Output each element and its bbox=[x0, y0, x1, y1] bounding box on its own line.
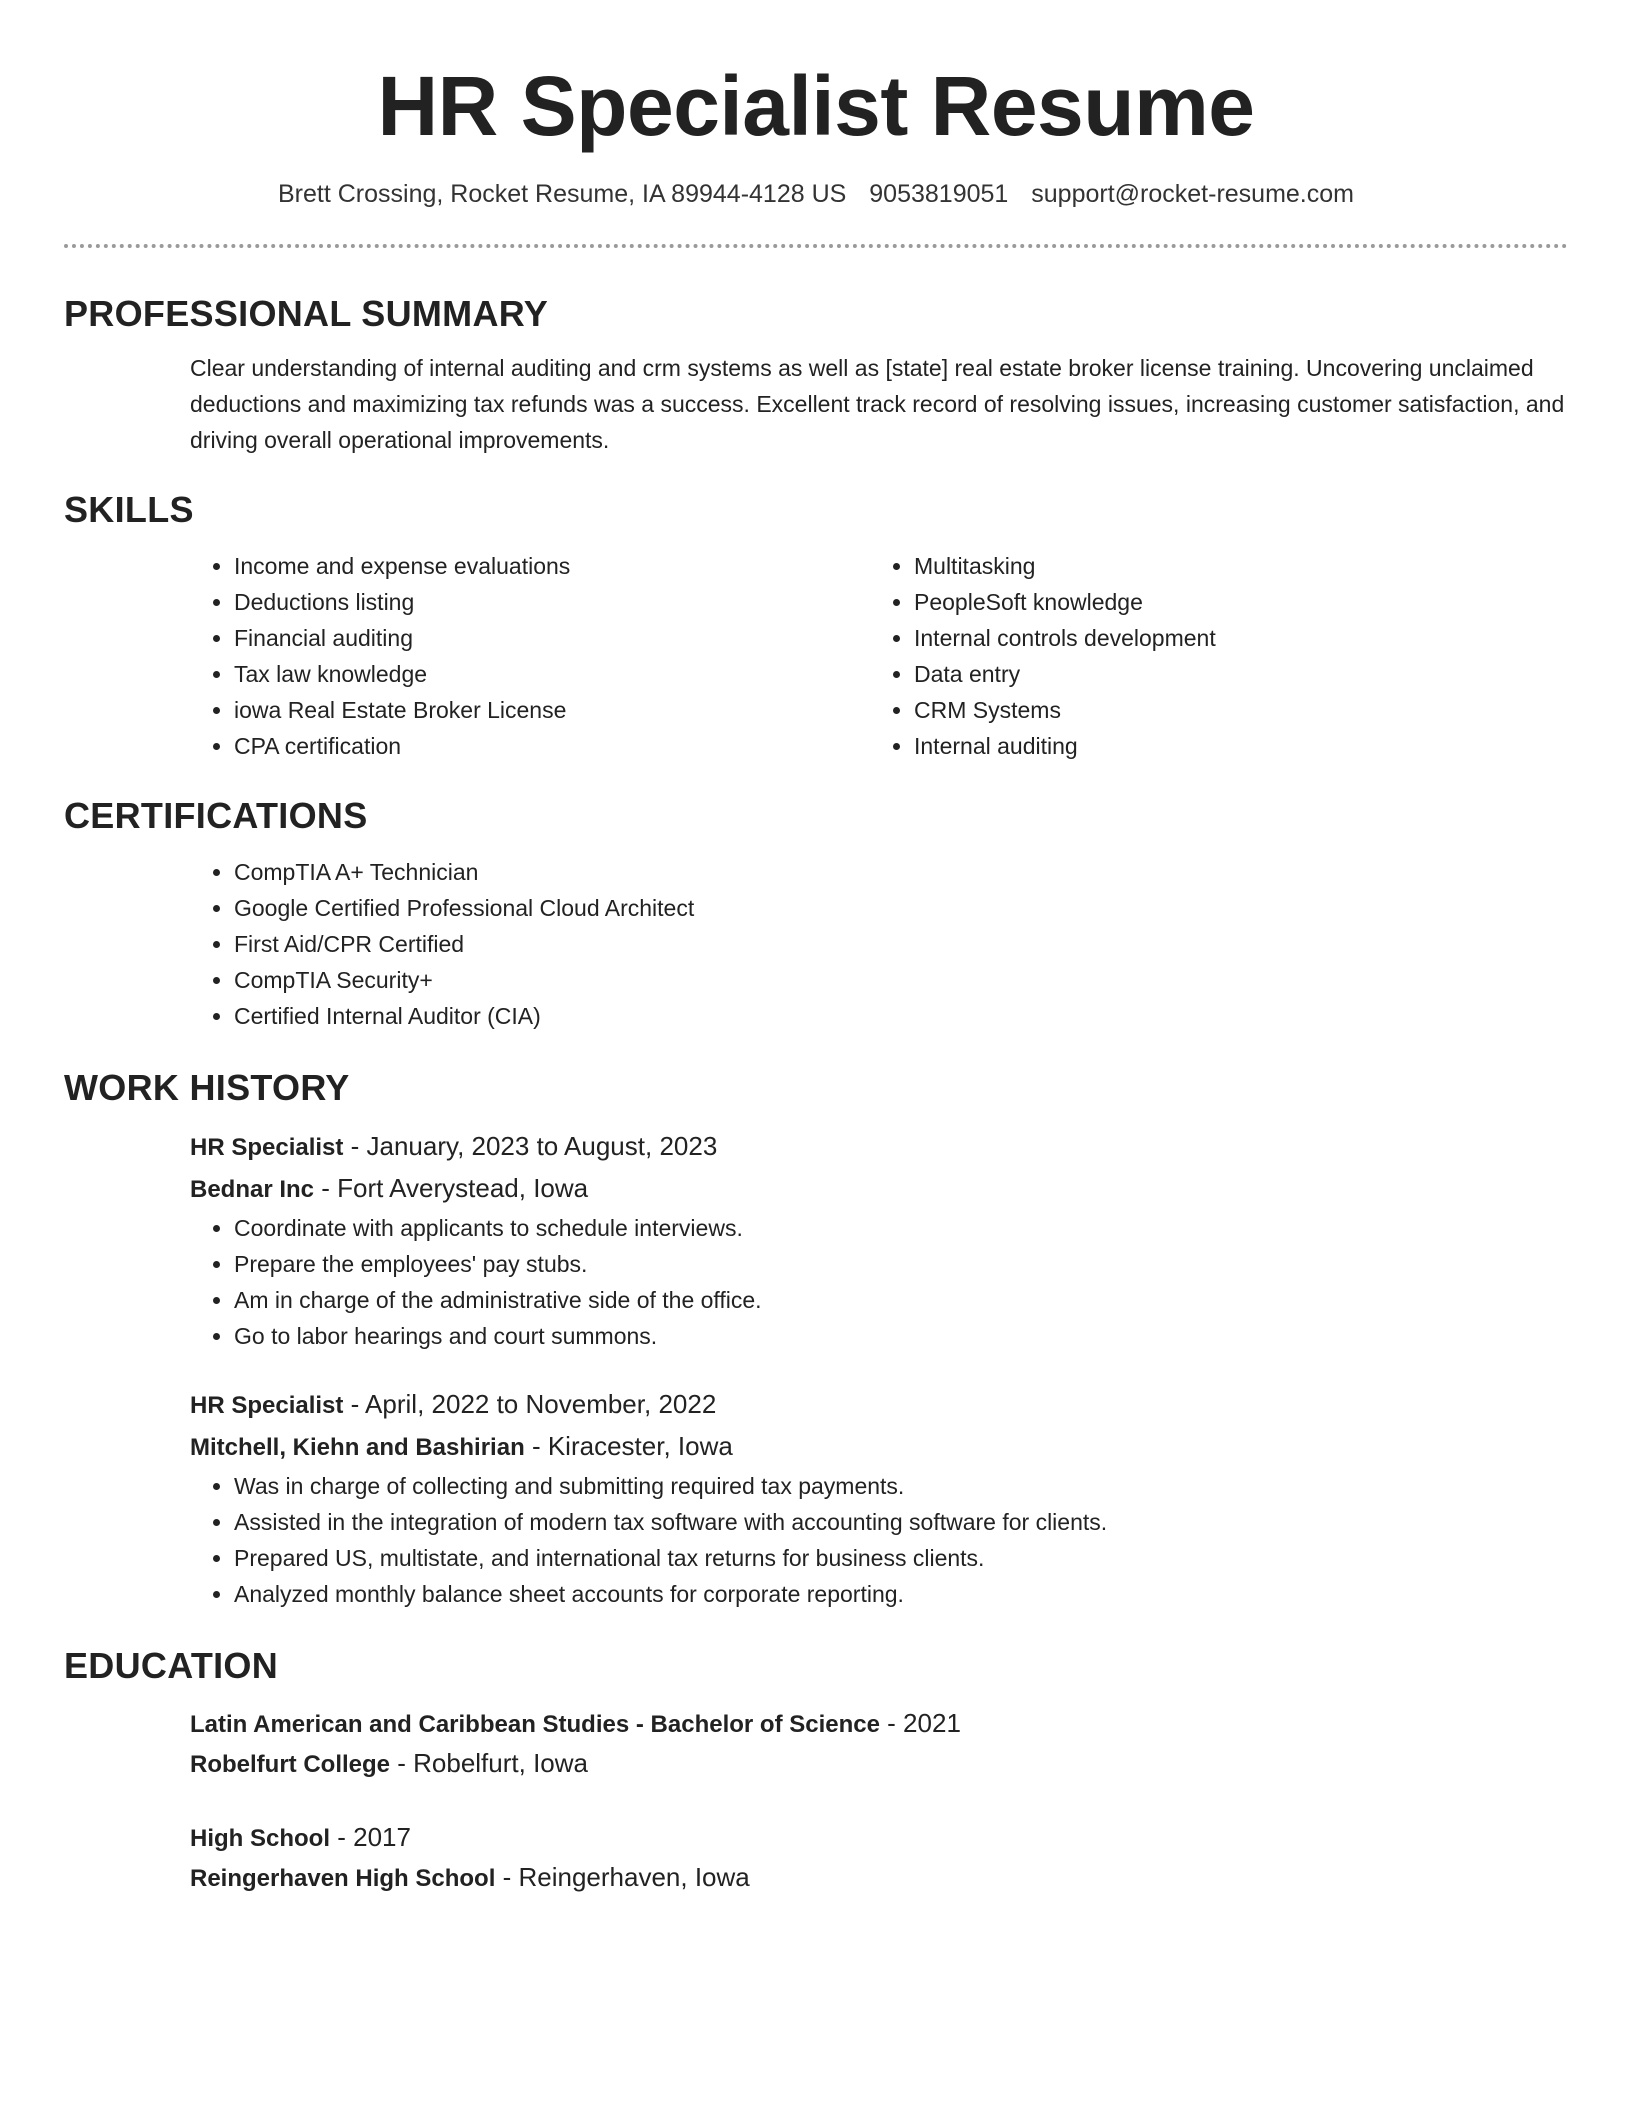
education-degree-line bbox=[190, 1704, 1568, 1744]
skill-item: • Internal controls development bbox=[914, 620, 1550, 656]
resume-title: HR Specialist Resume bbox=[377, 59, 1255, 153]
education-location: - Robelfurt, Iowa bbox=[390, 1748, 588, 1778]
certification-item: • First Aid/CPR Certified bbox=[234, 926, 1568, 962]
job-title-line bbox=[190, 1384, 1568, 1426]
header-divider bbox=[64, 244, 1568, 248]
job-bullet: • Was in charge of collecting and submitting required tax payments. bbox=[234, 1468, 1568, 1504]
job-title: HR Specialist bbox=[190, 1392, 344, 1419]
work-history-section bbox=[64, 1066, 1568, 1612]
education-year: - 2017 bbox=[330, 1822, 411, 1852]
education-school: Reingerhaven High School bbox=[190, 1865, 496, 1892]
education-year: - 2021 bbox=[879, 1708, 961, 1738]
certification-item: • Google Certified Professional Cloud Architect bbox=[234, 890, 1568, 926]
skill-item: • Data entry bbox=[914, 656, 1550, 692]
certification-item: • Certified Internal Auditor (CIA) bbox=[234, 998, 1568, 1034]
skill-item: • CRM Systems bbox=[914, 692, 1550, 728]
education-degree: High School bbox=[190, 1825, 330, 1852]
skills-section bbox=[64, 488, 1568, 764]
job-dates: - April, 2022 to November, 2022 bbox=[343, 1389, 717, 1419]
skill-item: • PeopleSoft knowledge bbox=[914, 584, 1550, 620]
skill-item: • Tax law knowledge bbox=[234, 656, 870, 692]
job-bullet: • Analyzed monthly balance sheet accounts for corporate reporting. bbox=[234, 1576, 1568, 1612]
education-school-line bbox=[190, 1858, 1568, 1898]
skill-item: • Financial auditing bbox=[234, 620, 870, 656]
job-location: - Kiracester, Iowa bbox=[524, 1431, 733, 1461]
resume-page bbox=[64, 0, 1568, 1898]
job-bullet: • Go to labor hearings and court summons. bbox=[234, 1318, 1568, 1354]
skills-right-column bbox=[870, 548, 1550, 764]
job-bullet: • Coordinate with applicants to schedule interviews. bbox=[234, 1210, 1568, 1246]
education-location: - Reingerhaven, Iowa bbox=[495, 1862, 750, 1892]
skills-left-column bbox=[190, 548, 870, 764]
certifications-heading: CERTIFICATIONS bbox=[64, 795, 368, 836]
job-dates: - January, 2023 to August, 2023 bbox=[343, 1131, 718, 1161]
education-degree: Latin American and Caribbean Studies - Bachelor of Science bbox=[190, 1711, 880, 1738]
education-school: Robelfurt College bbox=[190, 1751, 391, 1778]
contact-line bbox=[64, 178, 1568, 210]
skill-item: • CPA certification bbox=[234, 728, 870, 764]
job-company: Mitchell, Kiehn and Bashirian bbox=[190, 1434, 525, 1461]
job-company-line bbox=[190, 1168, 1568, 1210]
skill-item: • Deductions listing bbox=[234, 584, 870, 620]
contact-phone: 9053819051 bbox=[869, 180, 1009, 208]
job-bullet: • Assisted in the integration of modern tax software with accounting software for clients. bbox=[234, 1504, 1568, 1540]
education-school-line bbox=[190, 1744, 1568, 1784]
job-bullet: • Prepared US, multistate, and international tax returns for business clients. bbox=[234, 1540, 1568, 1576]
skill-item: • Multitasking bbox=[914, 548, 1550, 584]
job-company: Bednar Inc bbox=[190, 1176, 315, 1203]
education-entry bbox=[190, 1704, 1568, 1784]
summary-text: Clear understanding of internal auditing and crm systems as well as [state] real estate broker license training. Uncovering unclaimed deductions and maximizing tax refunds was a success. Excellent track record of resolving issues, increasing customer satisfaction, and driving overall operational improvements. bbox=[190, 355, 1565, 453]
summary-heading: PROFESSIONAL SUMMARY bbox=[64, 293, 549, 334]
skill-item: • Internal auditing bbox=[914, 728, 1550, 764]
job-company-line bbox=[190, 1426, 1568, 1468]
education-entry bbox=[190, 1818, 1568, 1898]
job-bullet: • Am in charge of the administrative side of the office. bbox=[234, 1282, 1568, 1318]
skill-item: • iowa Real Estate Broker License bbox=[234, 692, 870, 728]
job-location: - Fort Averystead, Iowa bbox=[314, 1173, 589, 1203]
skill-item: • Income and expense evaluations bbox=[234, 548, 870, 584]
work-history-heading: WORK HISTORY bbox=[64, 1067, 350, 1108]
education-section bbox=[64, 1644, 1568, 1898]
certification-item: • CompTIA A+ Technician bbox=[234, 854, 1568, 890]
certification-item: • CompTIA Security+ bbox=[234, 962, 1568, 998]
job-bullet: • Prepare the employees' pay stubs. bbox=[234, 1246, 1568, 1282]
job-title-line bbox=[190, 1126, 1568, 1168]
contact-email[interactable]: support@rocket-resume.com bbox=[1031, 180, 1354, 208]
job-title: HR Specialist bbox=[190, 1134, 344, 1161]
education-degree-line bbox=[190, 1818, 1568, 1858]
job-entry bbox=[190, 1384, 1568, 1612]
contact-address: Brett Crossing, Rocket Resume, IA 89944-4128 US bbox=[277, 180, 847, 208]
summary-section bbox=[64, 292, 1568, 458]
skills-heading: SKILLS bbox=[64, 489, 194, 530]
certifications-section bbox=[64, 794, 1568, 1034]
job-entry bbox=[190, 1126, 1568, 1354]
education-heading: EDUCATION bbox=[64, 1645, 279, 1686]
